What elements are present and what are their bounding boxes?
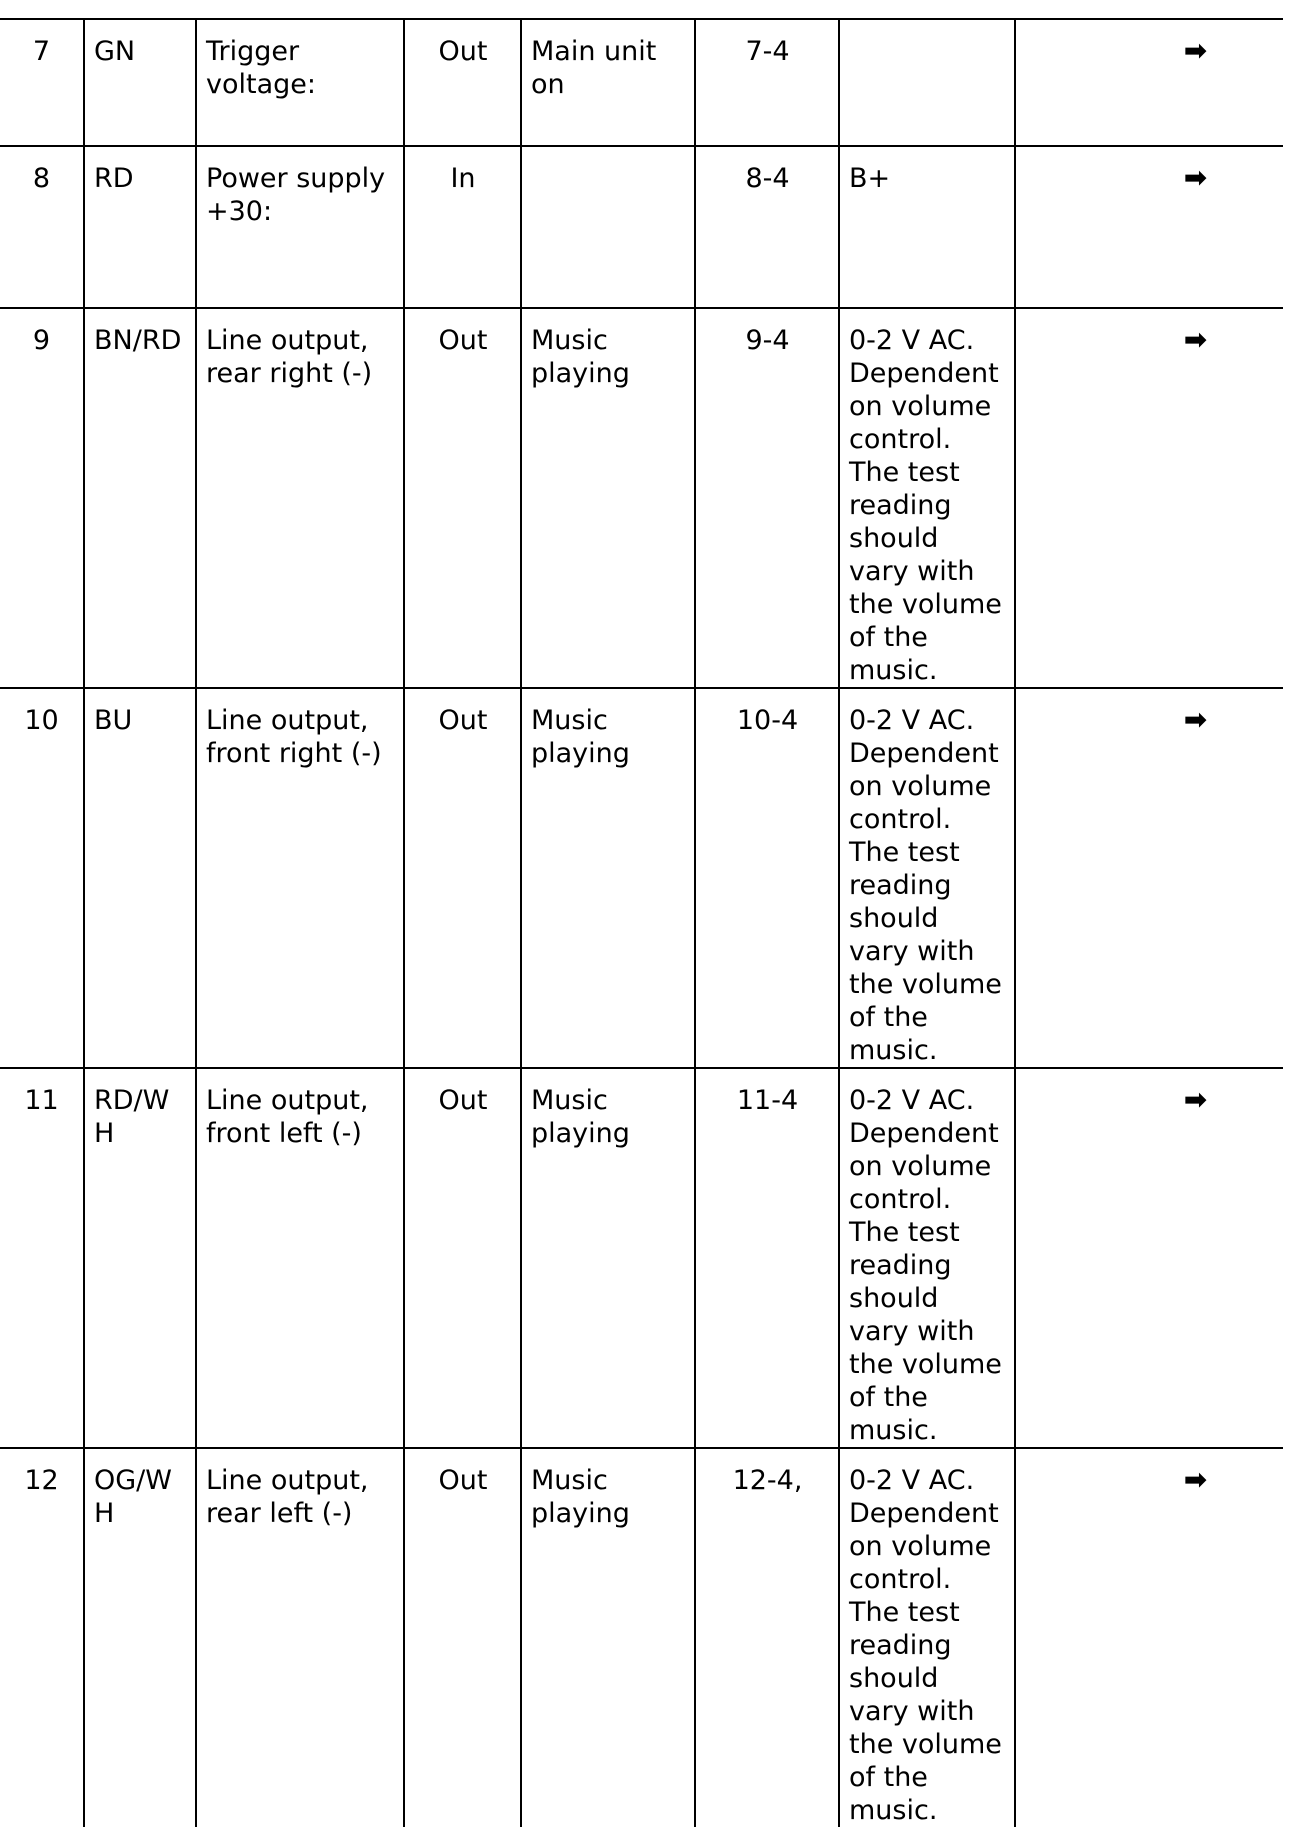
next-step-cell	[1015, 1448, 1283, 1827]
wire-color: RD/WH	[84, 1068, 196, 1448]
pin-function: Line output, front right (-)	[196, 688, 404, 1068]
table-row	[0, 146, 1283, 308]
signal-direction: Out	[404, 19, 521, 146]
arrow-right-icon[interactable]: ➡	[1183, 1083, 1208, 1116]
table-row	[0, 1448, 1283, 1827]
expected-value	[839, 19, 1015, 146]
measure-points: 7-4	[695, 19, 839, 146]
next-step-cell	[1015, 19, 1283, 146]
measure-points: 9-4	[695, 308, 839, 688]
next-step-cell	[1015, 308, 1283, 688]
wire-color: OG/WH	[84, 1448, 196, 1827]
pin-table	[0, 18, 1283, 1827]
table-row	[0, 1068, 1283, 1448]
pin-function: Line output, rear right (-)	[196, 308, 404, 688]
expected-value: 0-2 V AC. Dependent on volume control. The test reading should vary with the volume of the music.	[839, 1448, 1015, 1827]
pin-function: Line output, rear left (-)	[196, 1448, 404, 1827]
expected-value: B+	[839, 146, 1015, 308]
next-step-cell	[1015, 1068, 1283, 1448]
table-row	[0, 19, 1283, 146]
measure-points: 10-4	[695, 688, 839, 1068]
expected-value: 0-2 V AC. Dependent on volume control. The test reading should vary with the volume of the music.	[839, 688, 1015, 1068]
pin-number: 10	[0, 688, 84, 1068]
test-condition: Main unit on	[521, 19, 695, 146]
pin-number: 7	[0, 19, 84, 146]
signal-direction: Out	[404, 688, 521, 1068]
arrow-right-icon[interactable]: ➡	[1183, 703, 1208, 736]
test-condition: Music playing	[521, 1448, 695, 1827]
pin-function: Trigger voltage:	[196, 19, 404, 146]
arrow-right-icon[interactable]: ➡	[1183, 161, 1208, 194]
pin-number: 8	[0, 146, 84, 308]
next-step-cell	[1015, 146, 1283, 308]
wire-color: BN/RD	[84, 308, 196, 688]
expected-value: 0-2 V AC. Dependent on volume control. The test reading should vary with the volume of the music.	[839, 308, 1015, 688]
test-condition: Music playing	[521, 688, 695, 1068]
pin-number: 12	[0, 1448, 84, 1827]
measure-points: 8-4	[695, 146, 839, 308]
test-condition	[521, 146, 695, 308]
next-step-cell	[1015, 688, 1283, 1068]
table-row	[0, 308, 1283, 688]
pin-number: 9	[0, 308, 84, 688]
pin-function: Line output, front left (-)	[196, 1068, 404, 1448]
signal-direction: Out	[404, 308, 521, 688]
wire-color: GN	[84, 19, 196, 146]
signal-direction: Out	[404, 1448, 521, 1827]
wire-color: BU	[84, 688, 196, 1068]
table-row	[0, 688, 1283, 1068]
pin-function: Power supply +30:	[196, 146, 404, 308]
measure-points: 12-4,	[695, 1448, 839, 1827]
arrow-right-icon[interactable]: ➡	[1183, 1463, 1208, 1496]
test-condition: Music playing	[521, 308, 695, 688]
arrow-right-icon[interactable]: ➡	[1183, 323, 1208, 356]
signal-direction: In	[404, 146, 521, 308]
signal-direction: Out	[404, 1068, 521, 1448]
arrow-right-icon[interactable]: ➡	[1183, 34, 1208, 67]
wire-color: RD	[84, 146, 196, 308]
measure-points: 11-4	[695, 1068, 839, 1448]
test-condition: Music playing	[521, 1068, 695, 1448]
pin-number: 11	[0, 1068, 84, 1448]
expected-value: 0-2 V AC. Dependent on volume control. The test reading should vary with the volume of the music.	[839, 1068, 1015, 1448]
